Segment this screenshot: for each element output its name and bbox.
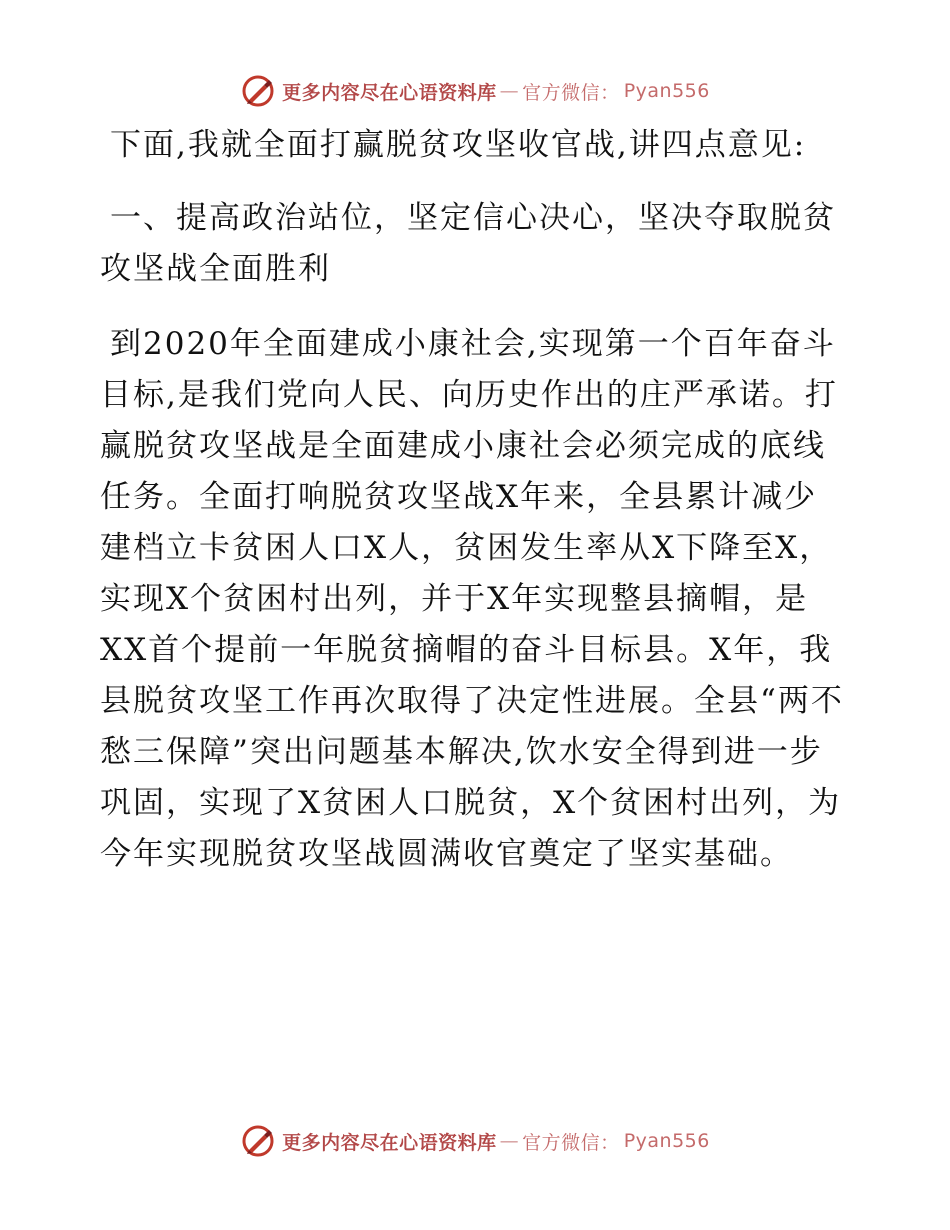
watermark-wechat-id: Pyan556 <box>623 80 710 102</box>
document-body <box>100 120 850 880</box>
intro-paragraph: 下面,我就全面打赢脱贫攻坚收官战,讲四点意见: <box>110 127 807 163</box>
footer-watermark <box>0 1121 950 1161</box>
watermark-prefix: 更多内容尽在心语资料库 <box>282 81 497 104</box>
section-1-heading: 一、提高政治站位，坚定信心决心，坚决夺取脱贫攻坚战全面胜利 <box>100 200 836 287</box>
watermark-prefix: 更多内容尽在心语资料库 <box>282 1131 497 1154</box>
pen-logo-icon <box>240 73 276 109</box>
watermark-wechat-id: Pyan556 <box>623 1130 710 1152</box>
watermark-separator: — <box>499 80 520 102</box>
watermark-separator: — <box>499 1130 520 1152</box>
section-1-body: 到2020年全面建成小康社会,实现第一个百年奋斗目标,是我们党向人民、向历史作出的庄严承诺。打赢脱贫攻坚战是全面建成小康社会必须完成的底线任务。全面打响脱贫攻坚战X年来，全县累计减少建档立卡贫困人口X人，贫困发生率从X下降至X，实现X个贫困村出列，并于X年实现整县摘帽，是XX首个提前一年脱贫摘帽的奋斗目标县。X年，我县脱贫攻坚工作再次取得了决定性进展。全县“两不愁三保障”突出问题基本解决,饮水安全得到进一步巩固，实现了X贫困人口脱贫，X个贫困村出列，为今年实现脱贫攻坚战圆满收官奠定了坚实基础。 <box>100 326 844 872</box>
watermark-label: 官方微信： <box>522 81 620 104</box>
watermark-label: 官方微信： <box>522 1131 620 1154</box>
header-watermark <box>0 71 950 111</box>
pen-logo-icon <box>240 1123 276 1159</box>
